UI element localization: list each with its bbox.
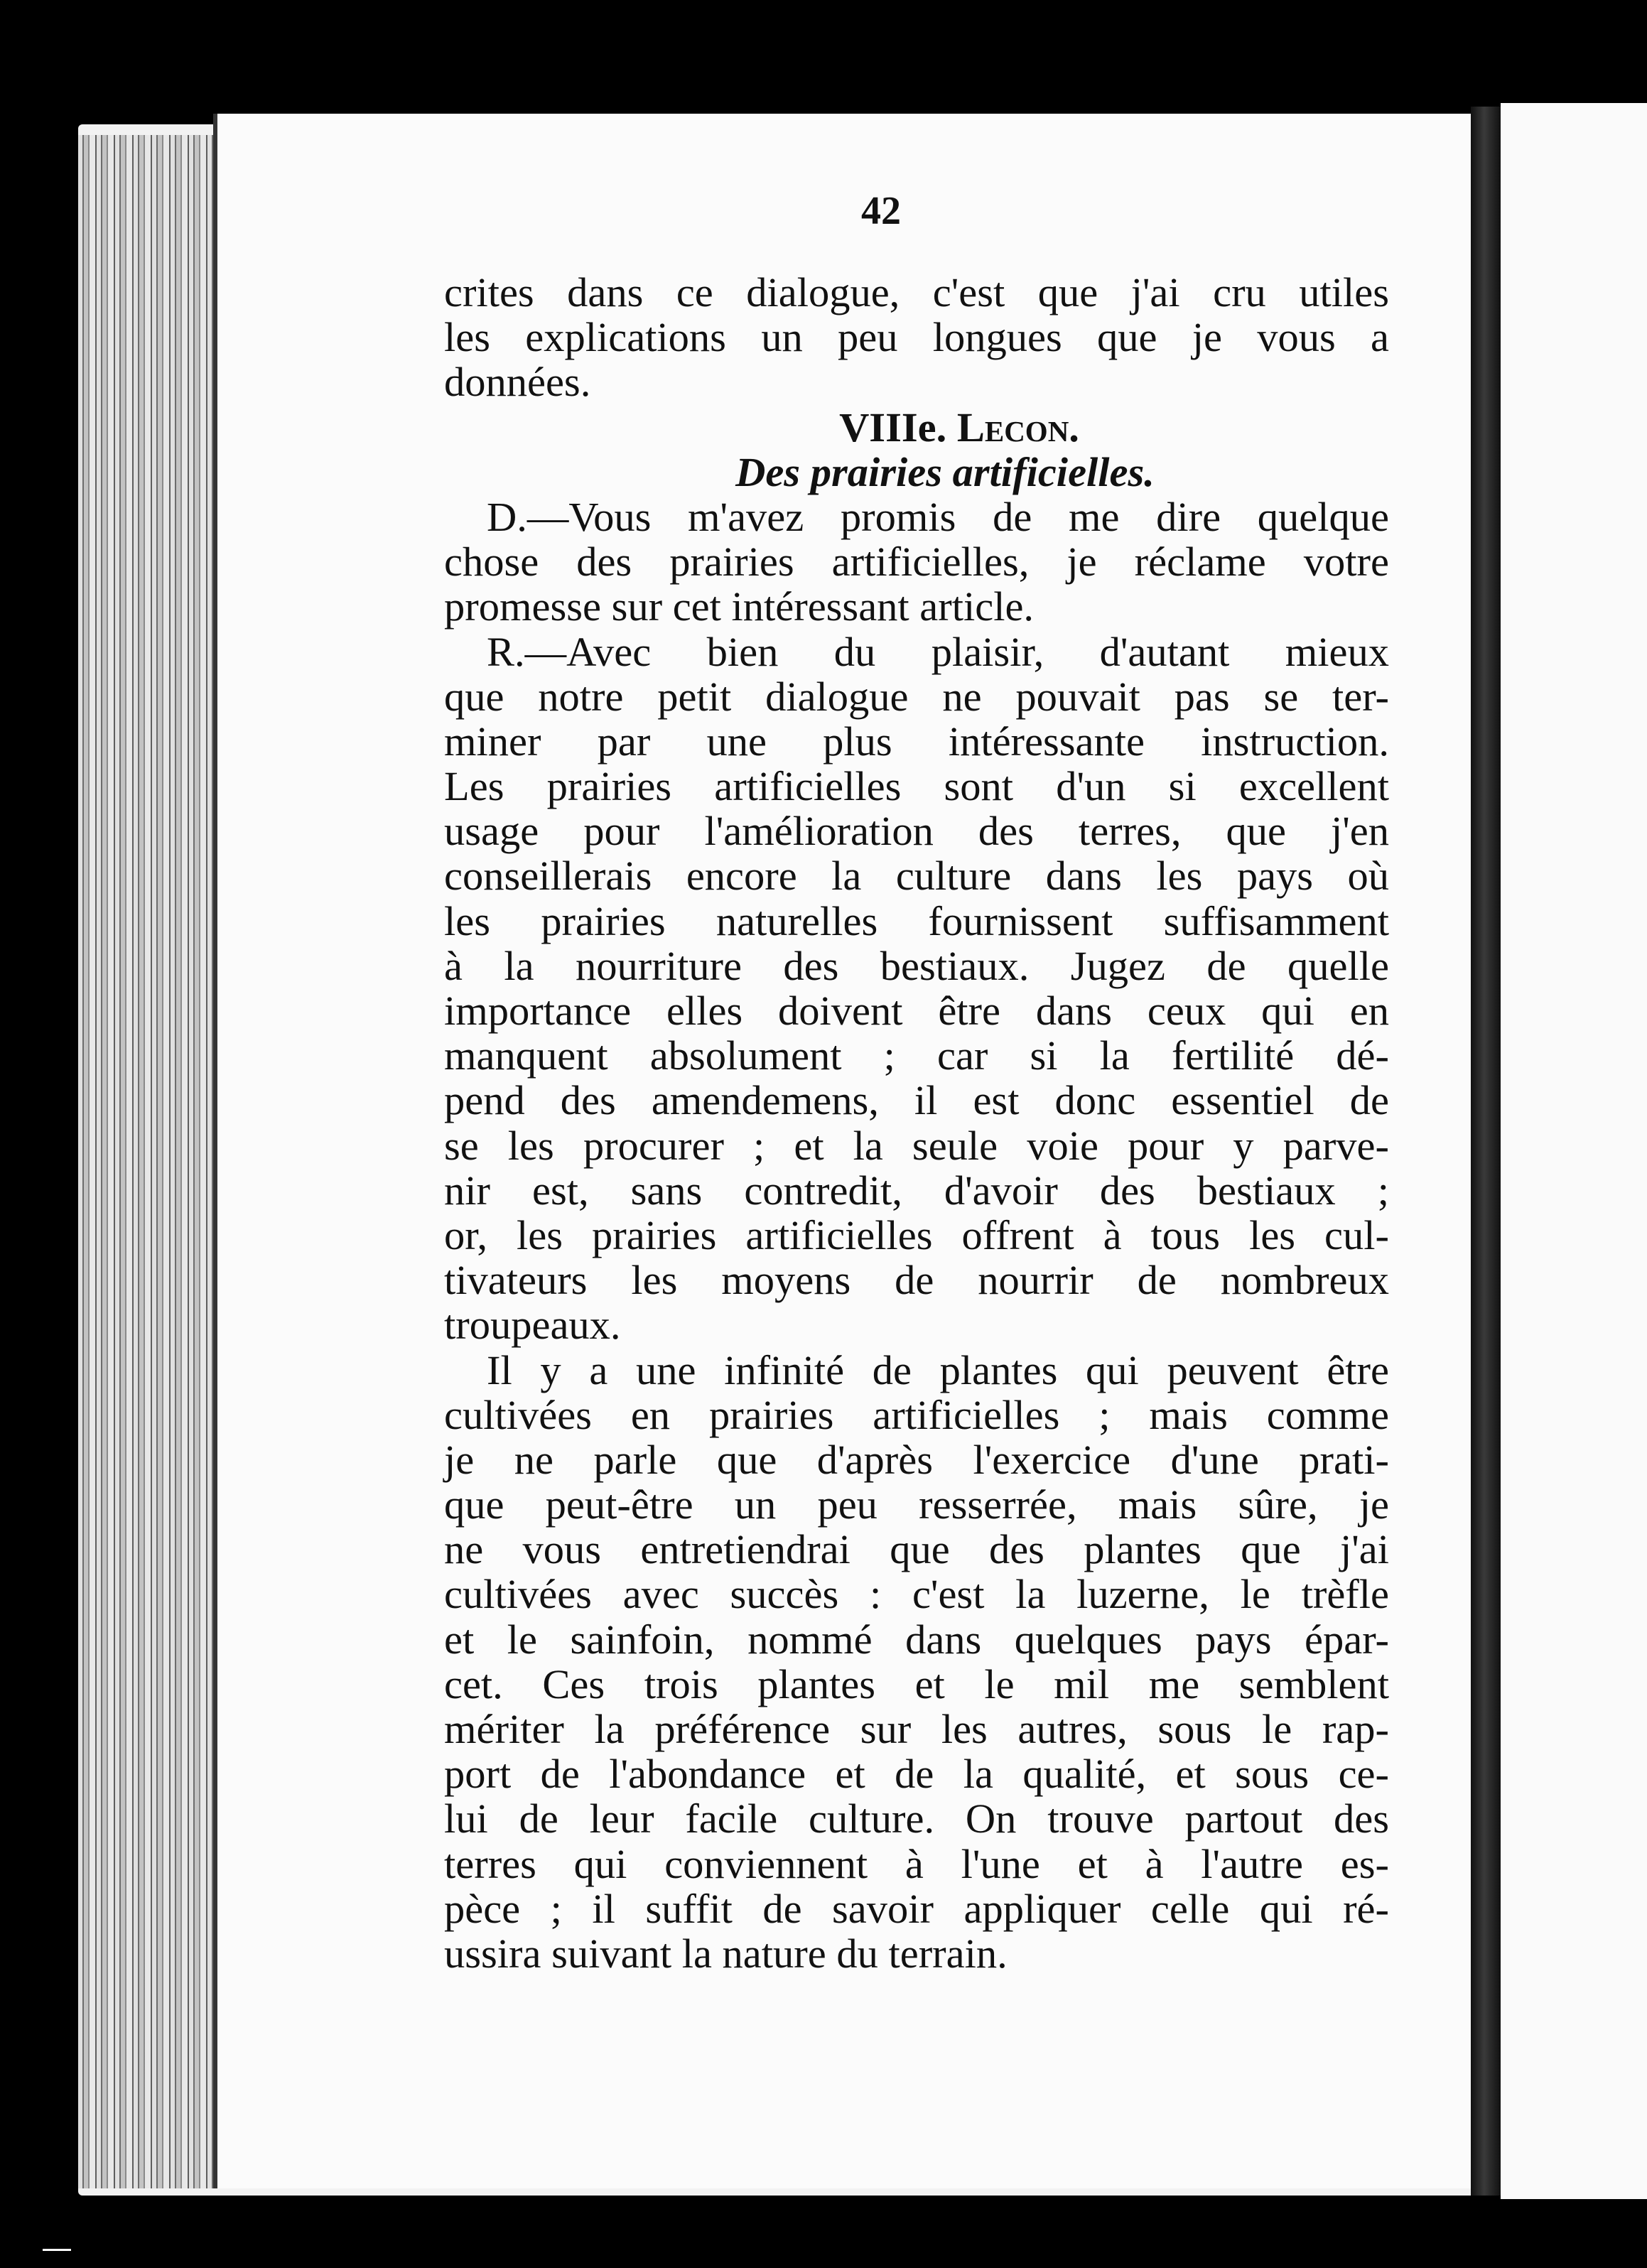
paragraph-line: Il y a une infinité de plantes qui peuvent être xyxy=(487,1346,1389,1393)
page-edges xyxy=(78,135,231,2188)
section-subheading: Des prairies artificielles. xyxy=(735,448,1155,495)
answer-line: conseillerais encore la culture dans les pays où xyxy=(444,853,1389,900)
right-page xyxy=(1501,103,1647,2199)
answer-line: troupeaux. xyxy=(444,1302,621,1349)
answer-line: tivateurs les moyens de nourrir de nombreux xyxy=(444,1257,1389,1304)
answer-line: se les procurer ; et la seule voie pour y parve- xyxy=(444,1122,1389,1169)
answer-line: importance elles doivent être dans ceux qui en xyxy=(444,988,1389,1034)
paragraph-line: lui de leur facile culture. On trouve partout des xyxy=(444,1796,1389,1842)
paragraph-line: que peut-être un peu resserrée, mais sûre, je xyxy=(444,1481,1389,1528)
lesson-number: VIIIe. xyxy=(839,404,947,450)
paragraph-line: port de l'abondance et de la qualité, et sous ce- xyxy=(444,1751,1389,1798)
answer-line: pend des amendemens, il est donc essentiel de xyxy=(444,1077,1389,1124)
answer-line: nir est, sans contredit, d'avoir des bestiaux ; xyxy=(444,1167,1389,1214)
answer-line: Les prairies artificielles sont d'un si excellent xyxy=(444,763,1389,810)
paragraph-line: cet. Ces trois plantes et le mil me semblent xyxy=(444,1660,1389,1707)
paragraph-line: ussira suivant la nature du terrain. xyxy=(444,1930,1008,1977)
page-text xyxy=(444,270,1389,1976)
crop-mark xyxy=(43,2249,71,2251)
question-line: chose des prairies artificielles, je réclame votre xyxy=(444,539,1389,585)
lesson-heading xyxy=(444,405,1389,450)
paragraph-line: ne vous entretiendrai que des plantes que j'ai xyxy=(444,1526,1389,1573)
page-number: 42 xyxy=(861,189,901,233)
text-line: les explications un peu longues que je vous a xyxy=(444,314,1389,361)
paragraph-line: mériter la préférence sur les autres, sous le rap- xyxy=(444,1706,1389,1752)
text-line: données. xyxy=(444,359,591,406)
paragraph-line: terres qui conviennent à l'une et à l'autre es- xyxy=(444,1840,1389,1887)
paragraph-line: cultivées avec succès : c'est la luzerne, le trèfle xyxy=(444,1571,1389,1618)
answer-line: usage pour l'amélioration des terres, que j'en xyxy=(444,808,1389,855)
book-gutter xyxy=(1471,107,1501,2196)
paragraph-line: je ne parle que d'après l'exercice d'une prati- xyxy=(444,1436,1389,1483)
paragraph-line: cultivées en prairies artificielles ; mais comme xyxy=(444,1391,1389,1438)
answer-line: que notre petit dialogue ne pouvait pas se ter- xyxy=(444,673,1389,720)
answer-line: manquent absolument ; car si la fertilité dé- xyxy=(444,1032,1389,1079)
question-line: promesse sur cet intéressant article. xyxy=(444,583,1035,630)
answer-line: les prairies naturelles fournissent suffisamment xyxy=(444,897,1389,944)
lesson-word: Lecon. xyxy=(956,404,1079,450)
text-line: crites dans ce dialogue, c'est que j'ai cru utiles xyxy=(444,269,1389,315)
answer-line: à la nourriture des bestiaux. Jugez de quelle xyxy=(444,942,1389,989)
question-line: D.—Vous m'avez promis de me dire quelque xyxy=(487,493,1389,540)
paragraph-line: pèce ; il suffit de savoir appliquer celle qui ré- xyxy=(444,1885,1389,1932)
answer-line: miner par une plus intéressante instruction. xyxy=(444,718,1389,765)
answer-line: R.—Avec bien du plaisir, d'autant mieux xyxy=(487,628,1389,675)
paragraph-line: et le sainfoin, nommé dans quelques pays épar- xyxy=(444,1616,1389,1663)
answer-line: or, les prairies artificielles offrent à tous les cul- xyxy=(444,1211,1389,1258)
